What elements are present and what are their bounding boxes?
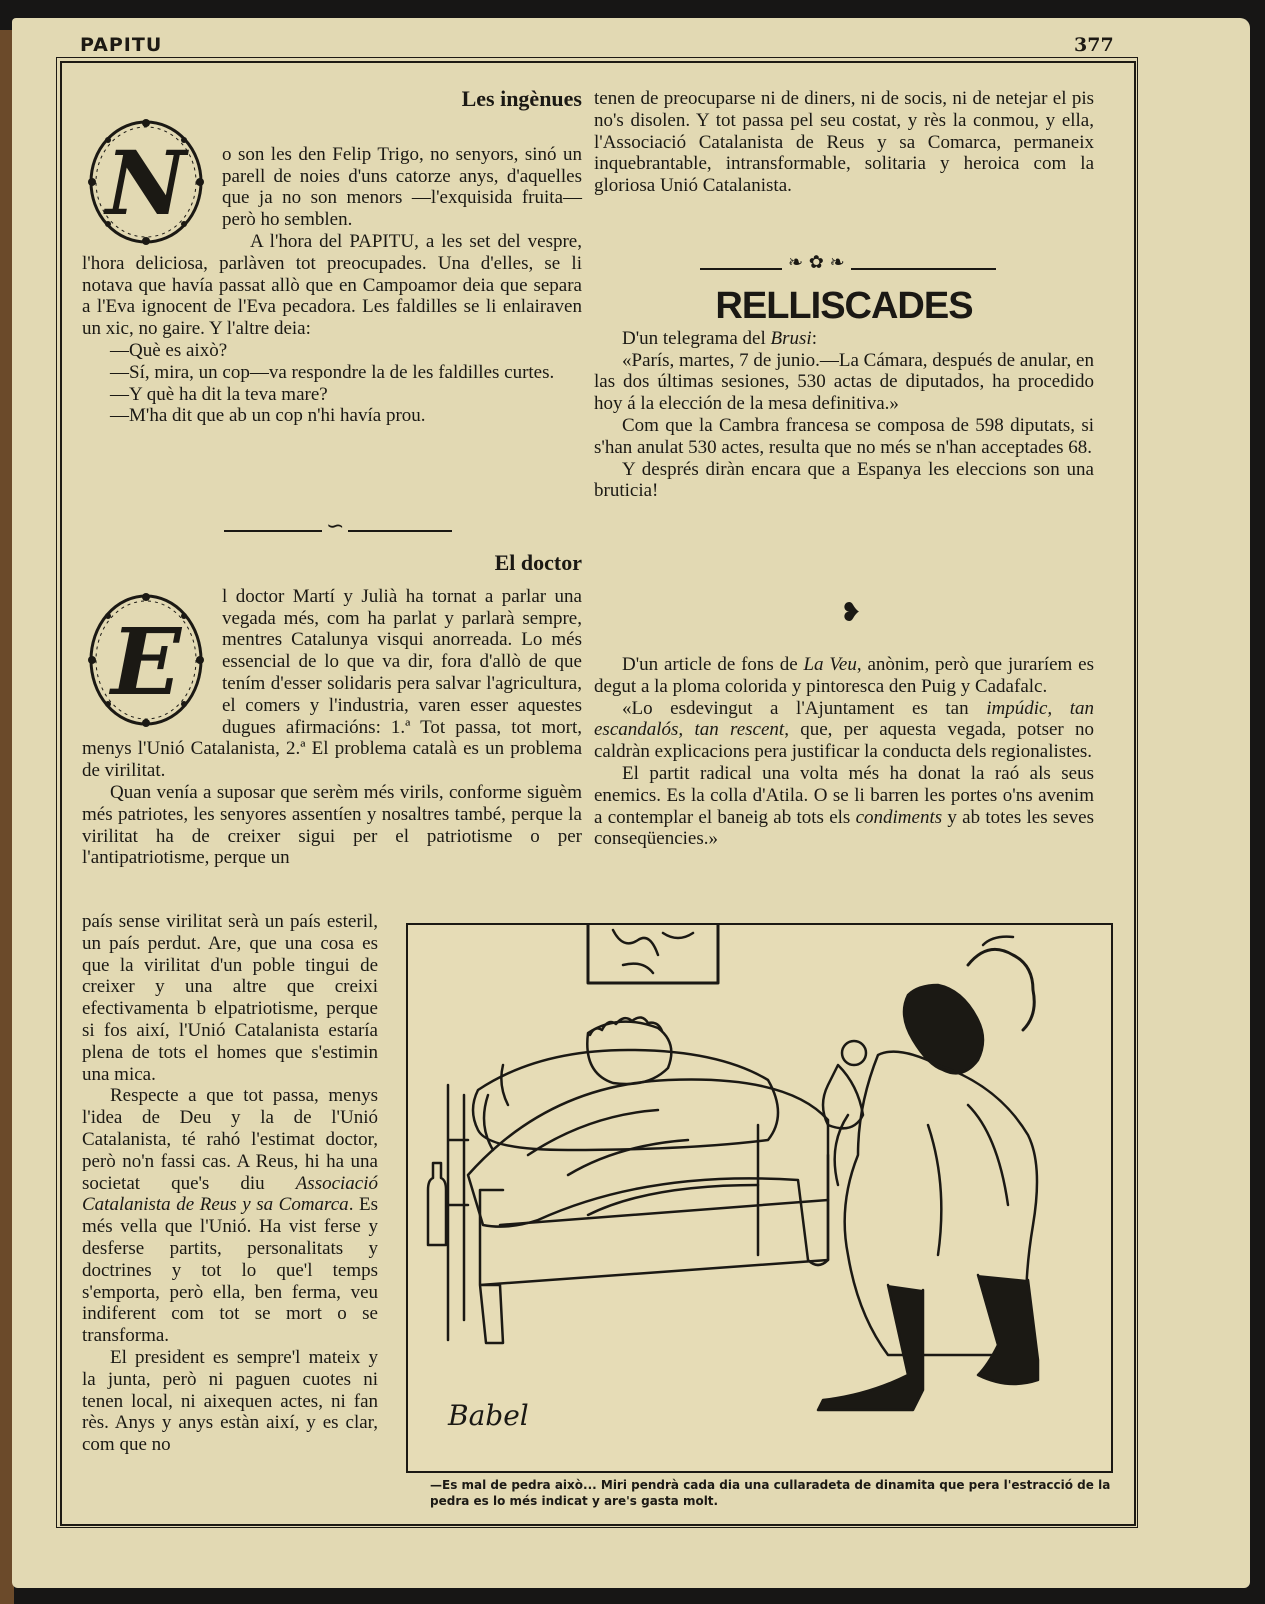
paragraph: tenen de preocuparse ni de diners, ni de socis, ni de netejar el pis no's disolen. Y tot passa pel seu costat, y rès la conmou, y ella, l'Associació Catalanista de Reus y sa Comarca, permaneix inquebrantable, intransformable, solitaria y heroica com la gloriosa Unió Catalanista. [594, 88, 1094, 197]
article-el-doctor-end [594, 88, 1094, 197]
dialogue-line: —M'ha dit que ab un cop n'hi havía prou. [110, 405, 426, 427]
paragraph: Quan venía a suposar que serèm més virils, conforme siguèm més patriotes, les senyores assentíen y nosaltres també, perque la virilitat ha de creixer sigui per el patriotisme o per l'antipatriotisme, perque un [82, 781, 582, 869]
paragraph: El president es sempre'l mateix y la junta, però ni paguen cuotes ni tenen local, ni aixequen actes, ni fan rès. Anys y anys estàn així, y es clar, com que no [82, 1346, 378, 1456]
paragraph: A l'hora del PAPITU, a les set del vespre, l'hora deliciosa, parlàven tot preocupades. Una d'elles, se li notava que havía passat allò que en Campoamor deia que separa a l'Eva ignocent de l'Eva pecadora. Les faldilles se li enlairaven un xic, no gaire. Y l'altre deia: [82, 230, 582, 340]
cartoon-illustration [406, 923, 1113, 1473]
dialogue-line: —Què es això? [110, 339, 228, 361]
article-les-ingenues [82, 88, 582, 427]
article-title: El doctor [494, 550, 582, 575]
article-relliscades [594, 285, 1094, 502]
page-number: 377 [1074, 34, 1114, 56]
running-header-title: PAPITU [80, 34, 163, 56]
article-el-doctor-continued [82, 911, 378, 1456]
paragraph: D'un article de fons de La Veu, anònim, però que juraríem es degut a la ploma colorida y pintoresca den Puig y Cadafalc. [594, 654, 1094, 697]
paragraph: Com que la Cambra francesa se composa de 598 diputats, si s'han anulat 530 actes, resulta que no més se n'han acceptades 68. [594, 414, 1094, 458]
paragraph: o son les den Felip Trigo, no senyors, sinó un parell de noies d'uns catorze anys, d'aquelles que ja no son menors —l'exquisida fruita— però ho semblen. [222, 143, 582, 231]
dropcap-letter: N [105, 130, 187, 235]
section-title: RELLISCADES [715, 285, 973, 327]
paragraph: Y després diràn encara que a Espanya les eleccions son una bruticia! [594, 458, 1094, 502]
dropcap-letter: E [110, 607, 182, 716]
paragraph: país sense virilitat serà un país esteril, un país perdut. Are, que una cosa es que la virilitat d'un poble tingui de creixer y una altre que creixi efectivamenta b elpatriotisme, perque si fos així, l'Unió Catalanista estaría plena de tots el homes que s'estimin una mica. [82, 911, 378, 1085]
divider-ornament: ❥ [840, 598, 862, 628]
dialogue-line: —Sí, mira, un cop—va respondre la de les faldilles curtes. [110, 361, 555, 383]
dialogue-line: —Y què ha dit la teva mare? [110, 383, 328, 405]
quote: «Lo esdevingut a l'Ajuntament es tan impúdic, tan escandalós, tan rescent, que, per aquesta vegada, potser no caldràn explicacions pera justificar la conducta dels regionalistes. [594, 697, 1094, 763]
cartoon-drawing [408, 925, 1111, 1471]
magazine-page [12, 18, 1250, 1588]
article-relliscades-second [594, 654, 1094, 850]
divider-ornament: ❧ ✿ ❧ [782, 252, 851, 273]
divider-ornament: ∽ [322, 514, 348, 539]
paragraph: D'un telegrama del Brusi: [622, 327, 817, 349]
paragraph: Respecte a que tot passa, menys l'idea de Deu y la de l'Unió Catalanista, té rahó l'estimat doctor, però no'n fassi cas. A Reus, hi ha una societat que's diu Associació Catalanista de Reus y sa Comarca. Es més vella que l'Unió. Ha vist ferse y desferse partits, personalitats y doctrines y tot lo que'l temps s'emporta, però ella, ben ferma, veu indiferent com tot se mort o se transforma. [82, 1085, 379, 1347]
dropcap-e-ornament [82, 590, 210, 730]
quote: «París, martes, 7 de junio.—La Cámara, después de anular, en las dos últimas sesiones, 530 actas de diputados, ha procedido hoy á la elección de la mesa definitiva.» [594, 349, 1094, 415]
article-el-doctor [82, 552, 582, 869]
dropcap-n-ornament [82, 116, 210, 248]
paragraph: l doctor Martí y Julià ha tornat a parlar una vegada més, com ha parlat y parlarà sempre, mentres Catalunya visqui anorreada. Lo més essencial de lo que va dir, fora d'allò de que tením d'esser solidaris pera salvar l'agricultura, el comers y l'industria, varen esser aquestes dugues afirmacións: 1.ª Tot passa, tot mort, menys l'Unió Catalanista, 2.ª El problema català es un problema de virilitat. [82, 585, 582, 782]
quote: El partit radical una volta més ha donat la raó als seus enemics. Es la colla d'Atila. O se li barren les portes o'ns avenim a contemplar el baneig ab tots els condiments y ab totes les seves conseqüencies.» [594, 762, 1095, 850]
article-title: Les ingènues [461, 86, 582, 111]
artist-signature: Babel [448, 1399, 529, 1432]
cartoon-caption: —Es mal de pedra això... Miri pendrà cada dia una cullaradeta de dinamita que pera l'estracció de la pedra es lo més indicat y are's gasta molt. [430, 1478, 1111, 1508]
